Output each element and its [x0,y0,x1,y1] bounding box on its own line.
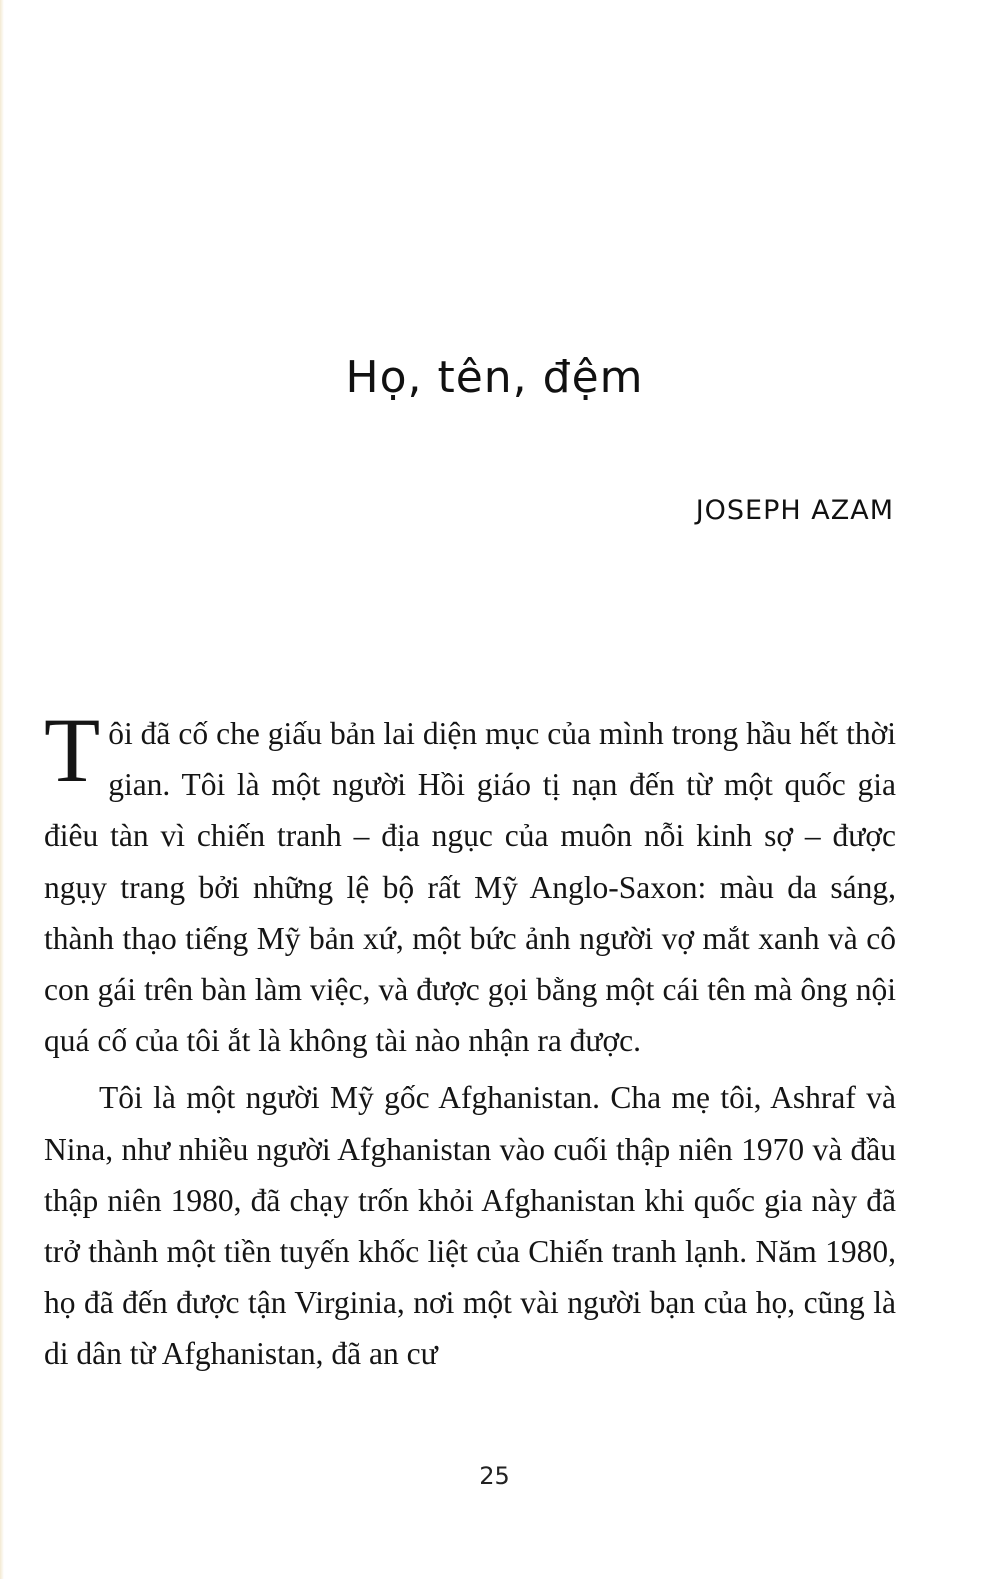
paragraph-text: ôi đã cố che giấu bản lai diện mục của mình trong hầu hết thời gian. Tôi là một người Hồi giáo tị nạn đến từ một quốc gia điêu tàn vì chiến tranh – địa ngục của muôn nỗi kinh sợ – được ngụy trang bởi những lệ bộ rất Mỹ Anglo-Saxon: màu da sáng, thành thạo tiếng Mỹ bản xứ, một bức ảnh người vợ mắt xanh và cô con gái trên bàn làm việc, và được gọi bằng một cái tên mà ông nội quá cố của tôi ắt là không tài nào nhận ra được. [44,716,896,1059]
chapter-author: JOSEPH AZAM [695,495,894,526]
chapter-title: Họ, tên, đệm [345,352,644,403]
paragraph: Tôi là một người Mỹ gốc Afghanistan. Cha mẹ tôi, Ashraf và Nina, như nhiều người Afghanistan vào cuối thập niên 1970 và đầu thập niên 1980, đã chạy trốn khỏi Afghanistan khi quốc gia này đã trở thành một tiền tuyến khốc liệt của Chiến tranh lạnh. Năm 1980, họ đã đến được tận Virginia, nơi một vài người bạn của họ, cũng là di dân từ Afghanistan, đã an cư [44,1080,896,1372]
page-edge [0,0,4,1579]
paragraph [44,699,896,1066]
body-text [44,699,896,1380]
page-number: 25 [479,1462,510,1490]
drop-cap: T [44,699,101,801]
